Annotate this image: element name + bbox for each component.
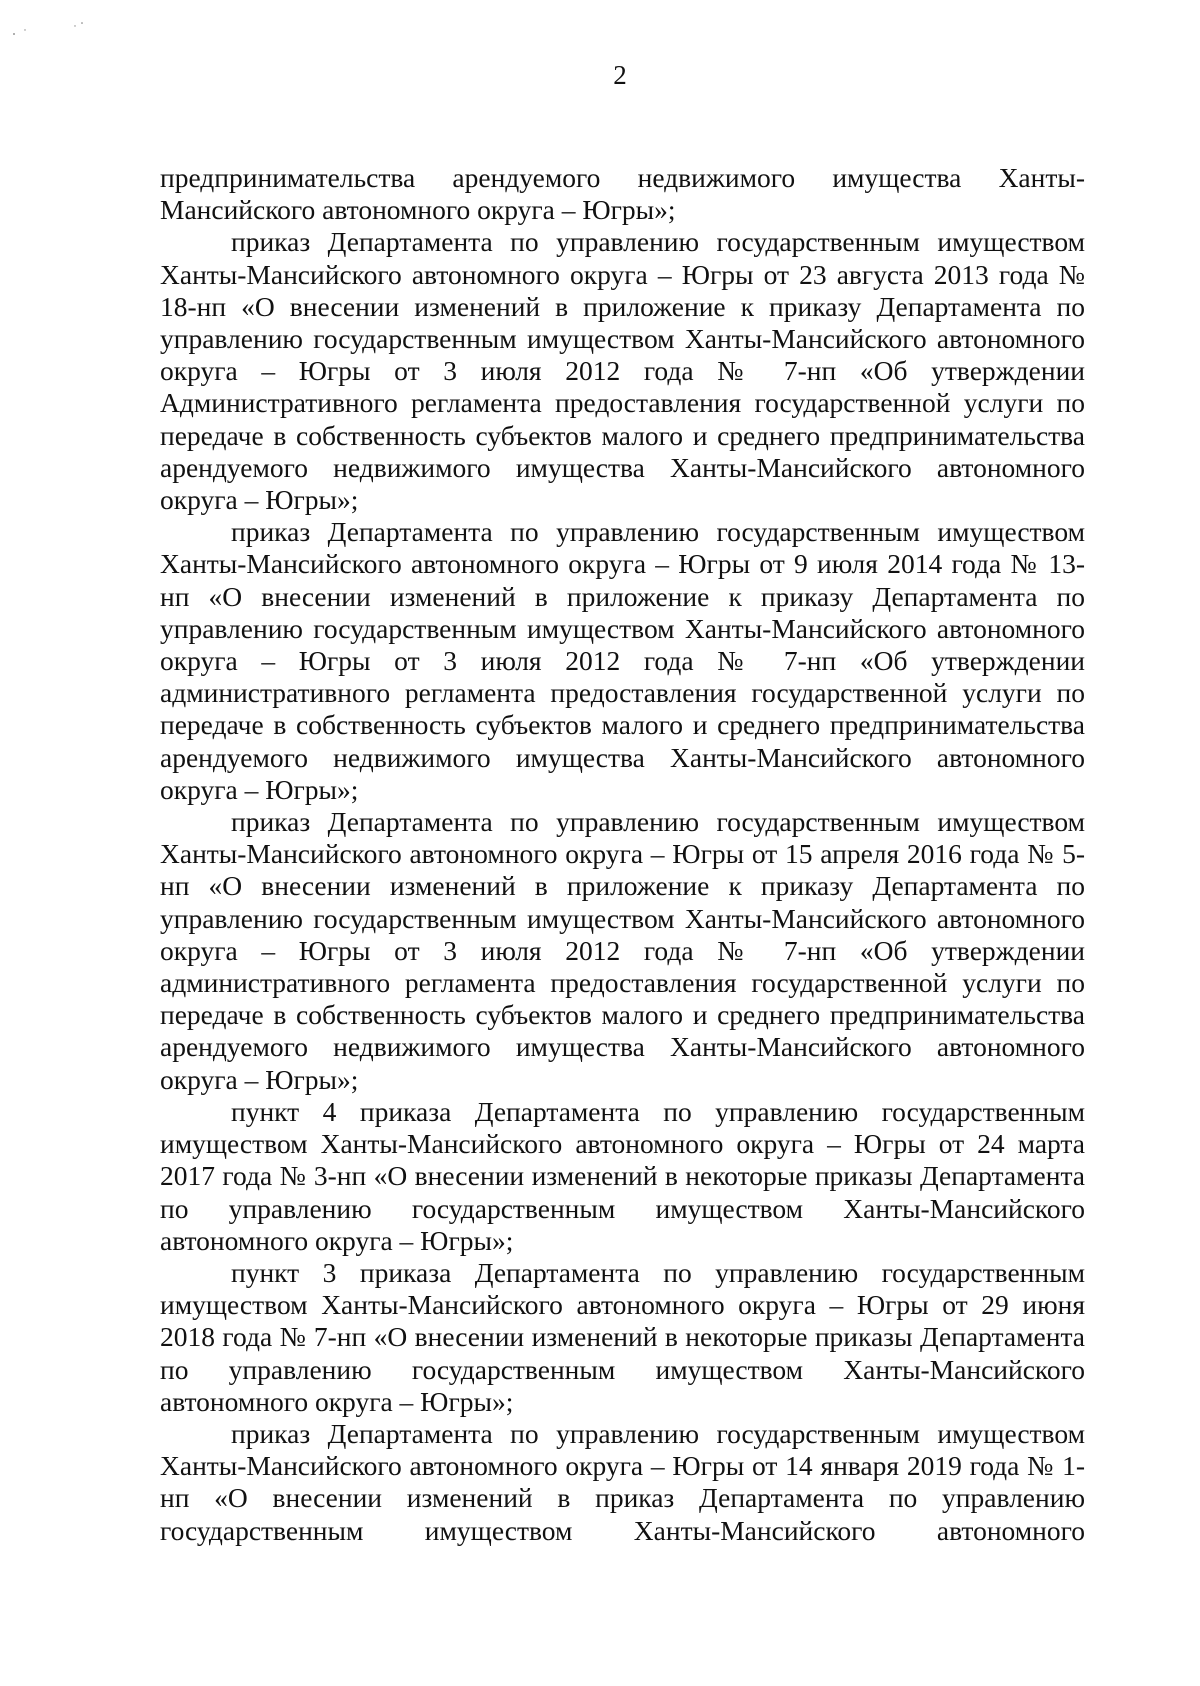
scan-specks xyxy=(10,10,110,50)
paragraph-order-2019: приказ Департамента по управлению государственным имуществом Ханты-Мансийского автономного округа – Югры от 14 января 2019 года № 1-нп «О внесении изменений в приказ Департамента по управлению государственным имуществом Ханты-Мансийского автономного xyxy=(160,1417,1085,1546)
paragraph-order-2016: приказ Департамента по управлению государственным имуществом Ханты-Мансийского автономного округа – Югры от 15 апреля 2016 года № 5-нп «О внесении изменений в приложение к приказу Департамента по управлению государственным имуществом Ханты-Мансийского автономного округа – Югры от 3 июля 2012 года № 7-нп «Об утверждении административного регламента предоставления государственной услуги по передаче в собственность субъектов малого и среднего предпринимательства арендуемого недвижимого имущества Ханты-Мансийского автономного округа – Югры»; xyxy=(160,806,1085,1095)
paragraph-order-2014: приказ Департамента по управлению государственным имуществом Ханты-Мансийского автономного округа – Югры от 9 июля 2014 года № 13-нп «О внесении изменений в приложение к приказу Департамента по управлению государственным имуществом Ханты-Мансийского автономного округа – Югры от 3 июля 2012 года № 7-нп «Об утверждении административного регламента предоставления государственной услуги по передаче в собственность субъектов малого и среднего предпринимательства арендуемого недвижимого имущества Ханты-Мансийского автономного округа – Югры»; xyxy=(160,516,1085,805)
paragraph-clause-4-2017: пункт 4 приказа Департамента по управлению государственным имуществом Ханты-Мансийского автономного округа – Югры от 24 марта 2017 года № 3-нп «О внесении изменений в некоторые приказы Департамента по управлению государственным имуществом Ханты-Мансийского автономного округа – Югры»; xyxy=(160,1095,1085,1256)
page-number: 2 xyxy=(613,60,627,90)
paragraph-continuation: предпринимательства арендуемого недвижимого имущества Ханты-Мансийского автономного округа – Югры»; xyxy=(160,162,1085,226)
paragraph-clause-3-2018: пункт 3 приказа Департамента по управлению государственным имуществом Ханты-Мансийского автономного округа – Югры от 29 июня 2018 года № 7-нп «О внесении изменений в некоторые приказы Департамента по управлению государственным имуществом Ханты-Мансийского автономного округа – Югры»; xyxy=(160,1256,1085,1417)
paragraph-order-2013: приказ Департамента по управлению государственным имуществом Ханты-Мансийского автономного округа – Югры от 23 августа 2013 года № 18-нп «О внесении изменений в приложение к приказу Департамента по управлению государственным имуществом Ханты-Мансийского автономного округа – Югры от 3 июля 2012 года № 7-нп «Об утверждении Административного регламента предоставления государственной услуги по передаче в собственность субъектов малого и среднего предпринимательства арендуемого недвижимого имущества Ханты-Мансийского автономного округа – Югры»; xyxy=(160,226,1085,516)
document-body xyxy=(160,162,1085,1547)
